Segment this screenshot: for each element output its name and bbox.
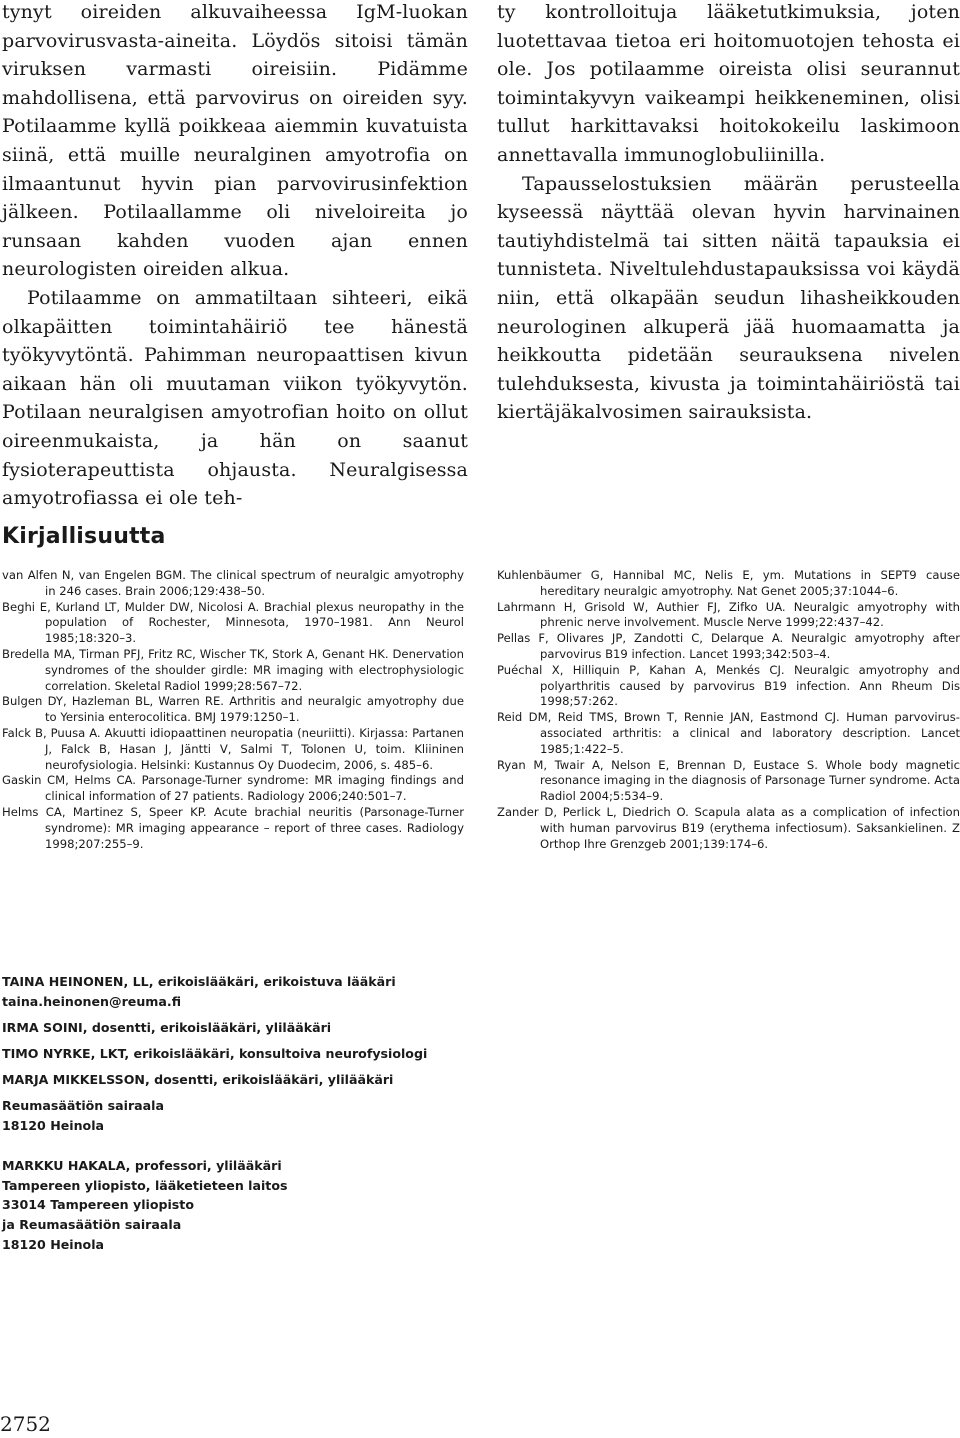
affiliation-line: 18120 Heinola bbox=[2, 1117, 105, 1133]
affiliation-line: ja Reumasäätiön sairaala bbox=[2, 1216, 182, 1232]
body-paragraph: tynyt oireiden alkuvaiheessa IgM-luokan parvovirusvasta-aineita. Löydös sitoisi tämän viruksen varmasti oireisiin. Pidämme mahdollisena, että parvovirus on oireiden syy. Potilaamme kyllä poikkeaa aiemmin kuvatuista siinä, että muille neuralginen amyotrofia on ilmaantunut hyvin pian parvovirusinfektion jälkeen. Potilaallamme oli niveloireita jo runsaan kahden vuoden ajan ennen neurologisten oireiden alkua. bbox=[2, 1, 468, 281]
reference-item: Bulgen DY, Hazleman BL, Warren RE. Arthritis and neuralgic amyotrophy due to Yersinia enterocolitica. BMJ 1979:1250–1. bbox=[2, 694, 464, 725]
author-name: TAINA HEINONEN, LL, erikoislääkäri, erikoistuva lääkäri bbox=[2, 974, 396, 989]
references-list-left bbox=[2, 568, 464, 852]
reference-item: Ryan M, Twair A, Nelson E, Brennan D, Eustace S. Whole body magnetic resonance imaging in the diagnosis of Parsonage Turner syndrome. Acta Radiol 2004;5:534–9. bbox=[497, 757, 960, 804]
author-info bbox=[2, 972, 622, 1261]
affiliation-line: 18120 Heinola bbox=[2, 1236, 105, 1252]
author-name: TIMO NYRKE, LKT, erikoislääkäri, konsultoiva neurofysiologi bbox=[2, 1045, 428, 1061]
author-name: IRMA SOINI, dosentti, erikoislääkäri, ylilääkäri bbox=[2, 1019, 332, 1035]
reference-item: Reid DM, Reid TMS, Brown T, Rennie JAN, Eastmond CJ. Human parvovirus-associated arthritis: a clinical and laboratory description. Lancet 1985;1:422–5. bbox=[497, 710, 960, 756]
author-block bbox=[2, 1044, 622, 1064]
body-column-right bbox=[497, 0, 960, 427]
reference-item: Bredella MA, Tirman PFJ, Fritz RC, Wischer TK, Stork A, Genant HK. Denervation syndromes of the shoulder girdle: MR imaging with electrophysiologic correlation. Skeletal Radiol 1999;28:567–72. bbox=[2, 646, 464, 693]
author-name: MARJA MIKKELSSON, dosentti, erikoislääkäri, ylilääkäri bbox=[2, 1072, 394, 1088]
reference-item: Helms CA, Martinez S, Speer KP. Acute brachial neuritis (Parsonage-Turner syndrome): MR imaging appearance – report of three cases. Radiology 1998;207:255–9. bbox=[2, 804, 464, 851]
author-block bbox=[2, 1070, 622, 1090]
reference-item: van Alfen N, van Engelen BGM. The clinical spectrum of neuralgic amyotrophy in 246 cases. Brain 2006;129:438–50. bbox=[2, 568, 464, 598]
affiliation-line: Tampereen yliopisto, lääketieteen laitos bbox=[2, 1177, 288, 1193]
page-number: 2752 bbox=[0, 1412, 51, 1436]
affiliation-line: Reumasäätiön sairaala bbox=[2, 1098, 164, 1114]
body-paragraph: Tapausselostuksien määrän perusteella kyseessä näyttää olevan hyvin harvinainen tautiyhdistelmä tai sitten näitä tapauksia ei tunnisteta. Niveltulehdustapauksissa voi käydä niin, että olkapään seudun lihasheikkouden neurologinen alkuperä jää huomaamatta ja heikkoutta pidetään seurauksena nivelen tulehduksesta, kivusta ja toimintahäiriöstä tai kiertäjäkalvosimen sairauksista. bbox=[497, 172, 960, 424]
reference-item: Falck B, Puusa A. Akuutti idiopaattinen neuropatia (neuriitti). Kirjassa: Partanen J, Falck B, Hasan J, Jäntti V, Salmi T, Tolonen U, toim. Kliininen neurofysiologia. Helsinki: Kustannus Oy Duodecim, 2006, s. 485–6. bbox=[2, 725, 464, 772]
body-paragraph: ty kontrolloituja lääketutkimuksia, joten luotettavaa tietoa eri hoitomuotojen tehosta ei ole. Jos potilaamme oireista olisi seurannut toimintakyvyn vaikeampi heikkeneminen, olisi tullut harkittavaksi hoitokokeilu laskimoon annettavalla immunoglobuliinilla. bbox=[497, 1, 960, 166]
affiliation-line: 33014 Tampereen yliopisto bbox=[2, 1197, 194, 1213]
author-name: MARKKU HAKALA, professori, ylilääkäri bbox=[2, 1158, 282, 1174]
author-block bbox=[2, 1018, 622, 1038]
reference-item: Lahrmann H, Grisold W, Authier FJ, Zifko UA. Neuralgic amyotrophy with phrenic nerve involvement. Muscle Nerve 1999;22:437–42. bbox=[497, 599, 960, 630]
references-heading: Kirjallisuutta bbox=[2, 524, 166, 549]
author-block bbox=[2, 1156, 622, 1254]
author-email: taina.heinonen@reuma.fi bbox=[2, 993, 182, 1009]
reference-item: Zander D, Perlick L, Diedrich O. Scapula alata as a complication of infection with human parvovirus B19 (erythema infectiosum). Saksankielinen. Z Orthop Ihre Grenzgeb 2001;139:174–6. bbox=[497, 804, 960, 851]
body-column-left bbox=[2, 0, 468, 513]
reference-item: Puéchal X, Hilliquin P, Kahan A, Menkés CJ. Neuralgic amyotrophy and polyarthritis caused by parvovirus B19 infection. Ann Rheum Dis 1998;57:262. bbox=[497, 662, 960, 709]
reference-item: Beghi E, Kurland LT, Mulder DW, Nicolosi A. Brachial plexus neuropathy in the population of Rochester, Minnesota, 1970–1981. Ann Neurol 1985;18:320–3. bbox=[2, 599, 464, 646]
reference-item: Gaskin CM, Helms CA. Parsonage-Turner syndrome: MR imaging findings and clinical information of 27 patients. Radiology 2006;240:501–7. bbox=[2, 773, 464, 804]
author-block bbox=[2, 972, 622, 1011]
references-list-right bbox=[497, 568, 960, 852]
body-paragraph: Potilaamme on ammatiltaan sihteeri, eikä olkapäitten toimintahäiriö tee hänestä työkyvytöntä. Pahimman neuropaattisen kivun aikaan hän oli muutaman viikon työkyvytön. Potilaan neuralgisen amyotrofian hoito on ollut oireenmukaista, ja hän on saanut fysioterapeuttista ohjausta. Neuralgisessa amyotrofiassa ei ole teh- bbox=[2, 286, 468, 510]
reference-item: Pellas F, Olivares JP, Zandotti C, Delarque A. Neuralgic amyotrophy after parvovirus B19 infection. Lancet 1993;342:503–4. bbox=[497, 631, 960, 661]
affiliation-block bbox=[2, 1096, 622, 1135]
reference-item: Kuhlenbäumer G, Hannibal MC, Nelis E, ym. Mutations in SEPT9 cause hereditary neuralgic amyotrophy. Nat Genet 2005;37:1044–6. bbox=[497, 568, 960, 598]
